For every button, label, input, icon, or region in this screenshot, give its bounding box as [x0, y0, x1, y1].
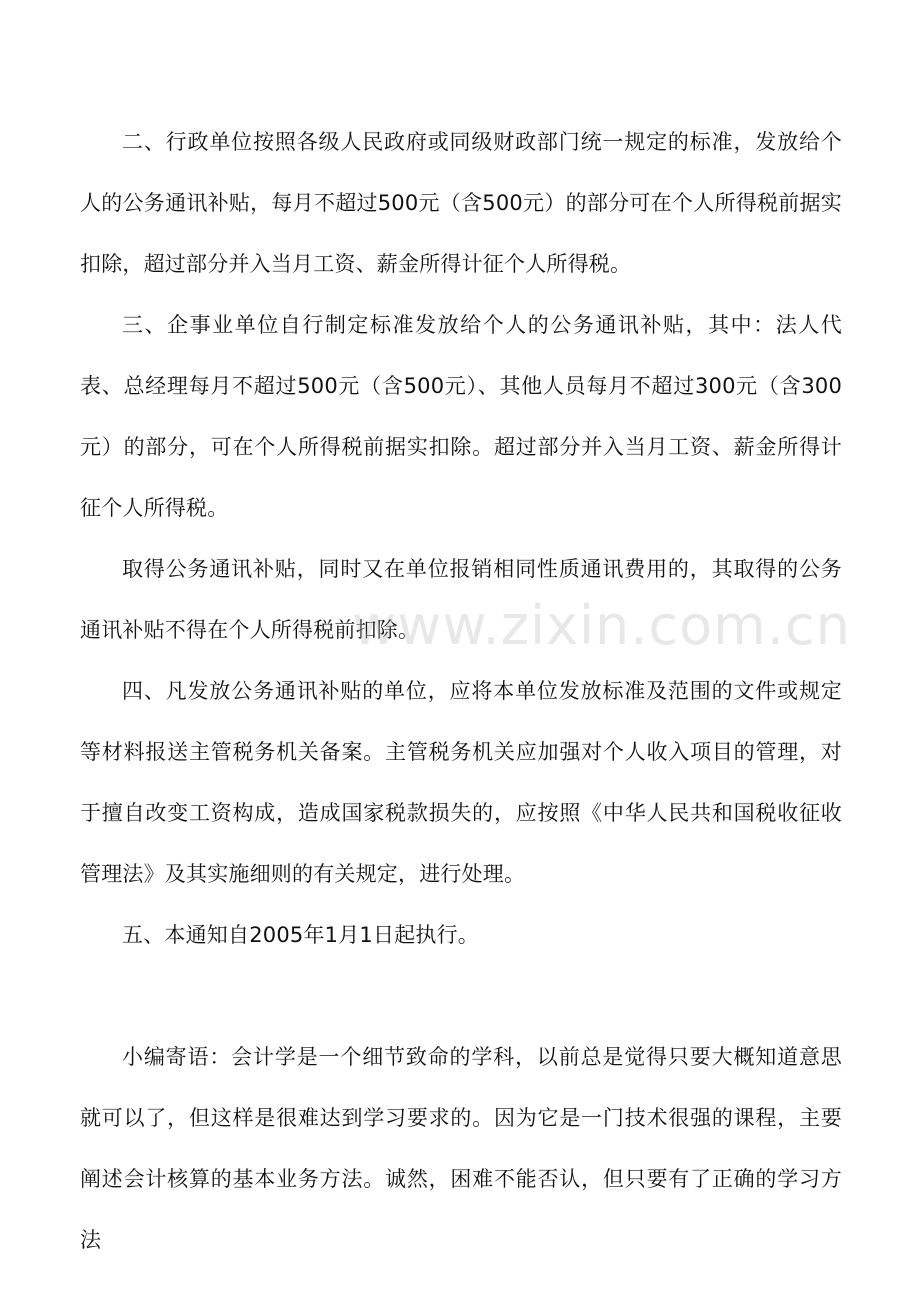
site-watermark: www.zixin.com.cn	[352, 594, 851, 657]
paragraph-effective-date: 五、本通知自2005年1月1日起执行。	[122, 923, 479, 947]
document-body	[80, 112, 842, 1271]
paragraph-enterprise-units: 三、企事业单位自行制定标准发放给个人的公务通讯补贴，其中：法人代表、总经理每月不超过500元（含500元）、其他人员每月不超过300元（含300元）的部分，可在个人所得税前据实扣除。超过部分并入当月工资、薪金所得计征个人所得税。	[80, 313, 842, 520]
paragraph-filing-requirement: 四、凡发放公务通讯补贴的单位，应将本单位发放标准及范围的文件或规定等材料报送主管税务机关备案。主管税务机关应加强对个人收入项目的管理，对于擅自改变工资构成，造成国家税款损失的，应按照《中华人民共和国税收征收管理法》及其实施细则的有关规定，进行处理。	[80, 679, 842, 886]
editor-note: 小编寄语：会计学是一个细节致命的学科，以前总是觉得只要大概知道意思就可以了，但这样是很难达到学习要求的。因为它是一门技术很强的课程，主要阐述会计核算的基本业务方法。诚然，困难不能否认，但只要有了正确的学习方法	[80, 1045, 842, 1252]
paragraph-spacer	[80, 966, 842, 1027]
paragraph-reimbursement-rule: 取得公务通讯补贴，同时又在单位报销相同性质通讯费用的，其取得的公务通讯补贴不得在个人所得税前扣除。	[80, 557, 842, 642]
paragraph-admin-units: 二、行政单位按照各级人民政府或同级财政部门统一规定的标准，发放给个人的公务通讯补贴，每月不超过500元（含500元）的部分可在个人所得税前据实扣除，超过部分并入当月工资、薪金所得计征个人所得税。	[80, 130, 842, 276]
